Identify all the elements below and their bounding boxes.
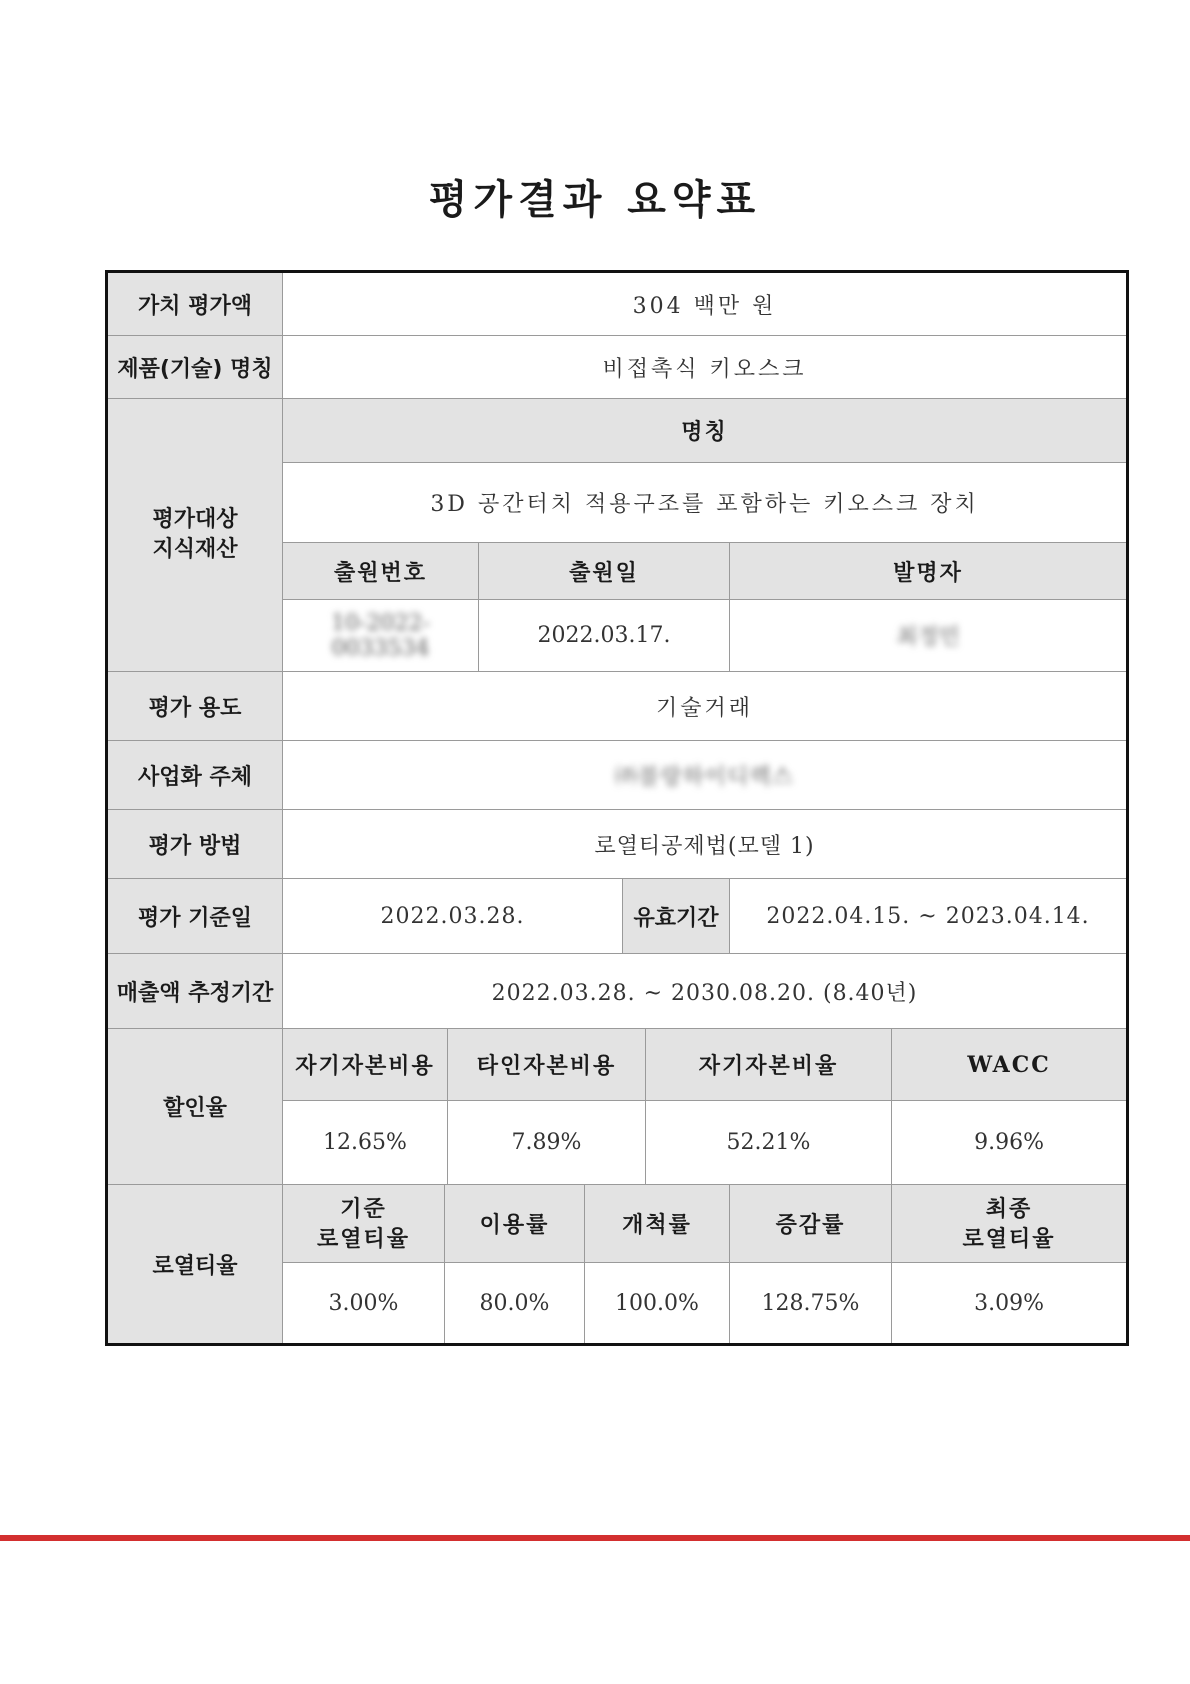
row-business-entity — [107, 741, 1128, 810]
product-name: 비접촉식 키오스크 — [283, 336, 1128, 399]
header-final-royalty — [892, 1185, 1128, 1263]
row-product-name — [107, 336, 1128, 399]
label-target-ip — [107, 399, 283, 672]
header-utilization-rate: 이용률 — [445, 1185, 585, 1263]
final-royalty: 3.09% — [892, 1263, 1128, 1345]
value-amount: 304 백만 원 — [283, 272, 1128, 336]
equity-ratio: 52.21% — [646, 1101, 892, 1185]
row-purpose — [107, 672, 1128, 741]
cost-of-debt: 7.89% — [448, 1101, 646, 1185]
row-royalty-headers — [107, 1185, 1128, 1263]
sales-period: 2022.03.28. ~ 2030.08.20. (8.40년) — [283, 954, 1128, 1029]
label-target-ip-line1: 평가대상 — [152, 507, 238, 532]
row-ip-name-header — [107, 399, 1128, 463]
label-value-amount: 가치 평가액 — [107, 272, 283, 336]
label-validity: 유효기간 — [623, 879, 730, 954]
header-app-number: 출원번호 — [283, 543, 479, 600]
row-base-date — [107, 879, 1128, 954]
purpose: 기술거래 — [283, 672, 1128, 741]
label-method: 평가 방법 — [107, 810, 283, 879]
header-cost-of-debt: 타인자본비용 — [448, 1029, 646, 1101]
label-base-date: 평가 기준일 — [107, 879, 283, 954]
footer-divider-line — [0, 1535, 1190, 1541]
base-date: 2022.03.28. — [283, 879, 623, 954]
ip-name-header: 명칭 — [283, 399, 1128, 463]
label-purpose: 평가 용도 — [107, 672, 283, 741]
header-app-date: 출원일 — [479, 543, 730, 600]
app-number — [283, 600, 479, 672]
ip-name: 3D 공간터치 적용구조를 포함하는 키오스크 장치 — [283, 463, 1128, 543]
app-number-redacted: 10-2022-0033534 — [331, 610, 430, 661]
header-base-royalty — [283, 1185, 445, 1263]
header-base-royalty-line1: 기준 — [340, 1195, 387, 1222]
row-discount-headers — [107, 1029, 1128, 1101]
page-title: 평가결과 요약표 — [428, 176, 762, 223]
method: 로열티공제법(모델 1) — [283, 810, 1128, 879]
inventor-redacted: 최정민 — [896, 625, 960, 650]
header-equity-ratio: 자기자본비율 — [646, 1029, 892, 1101]
header-wacc: WACC — [892, 1029, 1128, 1101]
row-method — [107, 810, 1128, 879]
base-royalty: 3.00% — [283, 1263, 445, 1345]
label-sales-period: 매출액 추정기간 — [107, 954, 283, 1029]
label-product-name: 제품(기술) 명칭 — [107, 336, 283, 399]
header-cost-of-equity: 자기자본비용 — [283, 1029, 448, 1101]
header-base-royalty-line2: 로열티율 — [316, 1225, 410, 1252]
label-discount-rate: 할인율 — [107, 1029, 283, 1185]
row-sales-period — [107, 954, 1128, 1029]
pioneering-rate: 100.0% — [585, 1263, 730, 1345]
row-value-amount — [107, 272, 1128, 336]
header-pioneering-rate: 개척률 — [585, 1185, 730, 1263]
app-date: 2022.03.17. — [479, 600, 730, 672]
change-rate: 128.75% — [730, 1263, 892, 1345]
validity: 2022.04.15. ~ 2023.04.14. — [730, 879, 1128, 954]
business-entity-redacted: ㈜블랑하이디렉스 — [615, 764, 794, 790]
inventor — [730, 600, 1128, 672]
cost-of-equity: 12.65% — [283, 1101, 448, 1185]
label-business-entity: 사업화 주체 — [107, 741, 283, 810]
header-final-royalty-line2: 로열티율 — [962, 1225, 1056, 1252]
header-final-royalty-line1: 최종 — [985, 1195, 1033, 1222]
wacc: 9.96% — [892, 1101, 1128, 1185]
header-change-rate: 증감률 — [730, 1185, 892, 1263]
label-target-ip-line2: 지식재산 — [152, 537, 238, 562]
business-entity — [283, 741, 1128, 810]
evaluation-summary-table — [105, 270, 1129, 1346]
label-royalty-rate: 로열티율 — [107, 1185, 283, 1345]
utilization-rate: 80.0% — [445, 1263, 585, 1345]
header-inventor: 발명자 — [730, 543, 1128, 600]
